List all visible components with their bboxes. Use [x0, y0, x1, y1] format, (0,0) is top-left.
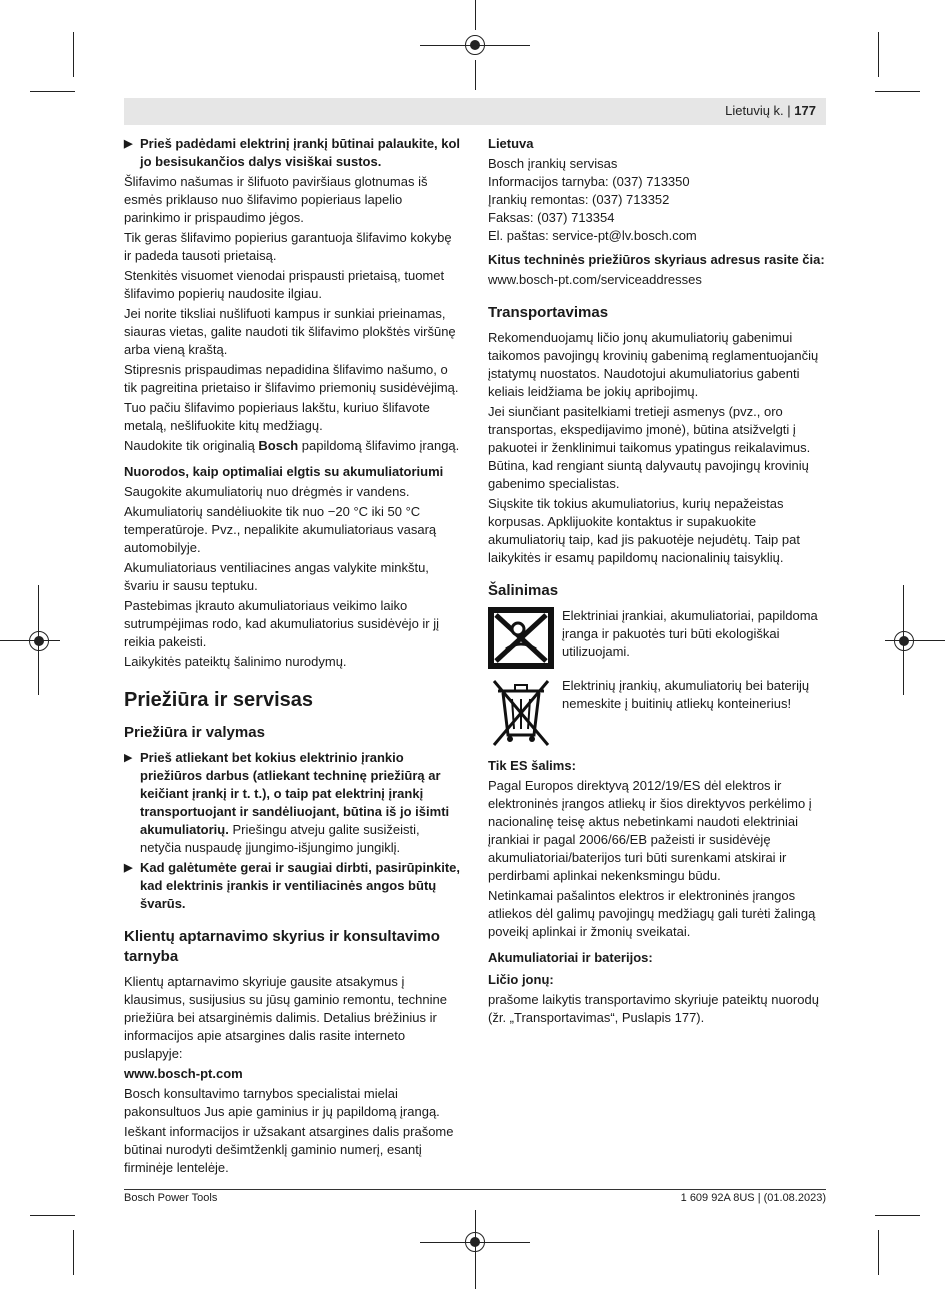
paragraph: Bosch konsultavimo tarnybos specialistai mielai pakonsultuos Jus apie gaminius ir jų papildomą įrangą.	[124, 1086, 440, 1119]
paragraph: Siųskite tik tokius akumuliatorius, kurių nepažeistas korpusas. Apklijuokite kontaktus ir supakuokite akumuliatorių taip, kad jis pakuotėje nejudėtų. Taip pat laikykitės ir esamų papildomų nacionalinių taisyklių.	[488, 496, 800, 565]
left-column	[124, 135, 461, 1179]
disposal-text-1: Elektriniai įrankiai, akumuliatoriai, papildoma įranga ir pakuotės turi būti ekologiškai utilizuojami.	[562, 608, 818, 659]
right-column	[488, 135, 826, 1029]
bullet-remove-battery: ▶ Prieš atliekant bet kokius elektrinio įrankio priežiūros darbus (atliekant techninę priežiūrą ar keičiant įrankį ir t. t.), o taip pat elektrinį įrankį transportuojant ir sandėliuojant, būtina iš jo išimti akumuliatorių. Priešingu atveju galite susižeisti, netyčia nuspaudę įjungimo-išjungimo jungiklį.	[124, 750, 450, 855]
disposal-heading: Šalinimas	[488, 582, 559, 599]
paragraph: Netinkamai pašalintos elektros ir elektroninės įrangos atliekos dėl galimų pavojingų medžiagų gali turėti žalingą poveikį aplinkai ir žmonių sveikatai.	[488, 888, 816, 939]
paragraph: Rekomenduojamų ličio jonų akumuliatorių gabenimui taikomos pavojingų krovinių gabenimą reglamentuojančių įstatymų nuostatos. Naudotojui akumuliatorius gabenti keliais leidžiama be jokių apribojimų.	[488, 330, 819, 399]
paragraph: Klientų aptarnavimo skyriuje gausite atsakymus į klausimus, susijusius su jūsų gaminio remontu, technine priežiūra bei atsarginėmis dalimis. Detalius brėžinius ir informacijos apie atsargines dalis rasite interneto puslapyje:	[124, 974, 447, 1061]
bullet-clean: ▶ Kad galėtumėte gerai ir saugiai dirbti, pasirūpinkite, kad elektrinis įrankis ir ventiliacinės angos būtų švarūs.	[124, 860, 461, 911]
bullet-arrow-icon: ▶	[124, 138, 133, 150]
paragraph: prašome laikytis transportavimo skyriuje pateiktų nuorodų (žr. „Transportavimas“, Puslapis 177).	[488, 992, 819, 1025]
paragraph: Akumuliatoriaus ventiliacines angas valykite minkštu, švariu ir sausu teptuku.	[124, 560, 429, 593]
address-line: Bosch įrankių servisas	[488, 156, 618, 171]
address-line: Faksas: (037) 713354	[488, 210, 615, 225]
paragraph: Jei norite tiksliai nušlifuoti kampus ir sunkiai prieinamas, siauras vietas, galite naudoti tik šlifavimo plokštės viršūnę arba vieną kraštą.	[124, 306, 456, 357]
lithium-heading: Ličio jonų:	[488, 972, 554, 987]
customer-service-heading: Klientų aptarnavimo skyrius ir konsultavimo tarnyba	[124, 928, 440, 965]
page-number: 177	[794, 103, 816, 118]
paragraph: Pastebimas įkrauto akumuliatoriaus veikimo laiko sutrumpėjimas rodo, kad akumuliatorius susidėvėjo ir jį reikia pakeisti.	[124, 598, 440, 649]
batteries-heading: Akumuliatoriai ir baterijos:	[488, 950, 653, 965]
address-line: Informacijos tarnyba: (037) 713350	[488, 174, 690, 189]
bullet-arrow-icon: ▶	[124, 862, 133, 874]
disposal-row-1	[488, 607, 826, 669]
country-heading: Lietuva	[488, 136, 534, 151]
header-text: Lietuvių k. | 177	[725, 103, 816, 118]
header-section: Lietuvių k.	[725, 103, 784, 118]
bullet-pause: ▶ Prieš padėdami elektrinį įrankį būtinai palaukite, kol jo besisukančios dalys visiškai sustos.	[124, 136, 461, 169]
paragraph: Jei siunčiant pasitelkiami tretieji asmenys (pvz., oro transportas, ekspedijavimo įmonė), būtina atsižvelgti į pakuotei ir ženklinimui taikomus ypatingus reikalavimus. Būtina, kad rengiant siuntą dalyvautų pavojingų krovinių gabenimo specialistas.	[488, 404, 811, 491]
paragraph: Naudokite tik originalią Bosch papildomą šlifavimo įrangą.	[124, 438, 460, 453]
website-link[interactable]: www.bosch-pt.com	[124, 1066, 243, 1081]
transport-heading: Transportavimas	[488, 304, 609, 321]
recycle-no-trash-icon	[488, 607, 554, 669]
paragraph: Stenkitės visuomet vienodai prispausti prietaisą, tuomet šlifavimo popierių naudosite ilgiau.	[124, 268, 445, 301]
address-line: Įrankių remontas: (037) 713352	[488, 192, 670, 207]
other-addresses-text: Kitus techninės priežiūros skyriaus adresus rasite čia:	[488, 252, 825, 267]
disposal-text-2: Elektrinių įrankių, akumuliatorių bei baterijų nemeskite į buitinių atliekų konteinerius!	[562, 678, 810, 711]
paragraph: Šlifavimo našumas ir šlifuoto paviršiaus glotnumas iš esmės priklauso nuo šlifavimo popieriaus lapelio parinkimo ir prispaudimo jėgos.	[124, 174, 428, 225]
crossed-bin-icon	[488, 677, 554, 749]
battery-heading: Nuorodos, kaip optimaliai elgtis su akumuliatoriumi	[124, 464, 444, 479]
footer-brand: Bosch Power Tools	[124, 1192, 218, 1204]
paragraph: Saugokite akumuliatorių nuo drėgmės ir vandens.	[124, 484, 410, 499]
email-line: El. paštas: service-pt@lv.bosch.com	[488, 228, 697, 243]
paragraph: Tuo pačiu šlifavimo popieriaus lakštu, kuriuo šlifavote metalą, nešlifuokite kitų medžiagų.	[124, 400, 430, 433]
service-heading: Priežiūra ir servisas	[124, 689, 314, 711]
paragraph: Laikykitės pateiktų šalinimo nurodymų.	[124, 654, 347, 669]
paragraph: Stipresnis prispaudimas nepadidina šlifavimo našumo, o tik pagreitina prietaiso ir šlifavimo priemonių susidėvėjimą.	[124, 362, 459, 395]
footer-divider	[124, 1189, 826, 1190]
footer-doc-number: 1 609 92A 8US | (01.08.2023)	[680, 1192, 826, 1204]
disposal-row-2	[488, 677, 826, 749]
paragraph: Ieškant informacijos ir užsakant atsargines dalis prašome būtinai nurodyti dešimtženklį gaminio numerį, esantį firminėje lentelėje.	[124, 1124, 454, 1175]
paragraph: Tik geras šlifavimo popierius garantuoja šlifavimo kokybę ir padeda tausoti prietaisą.	[124, 230, 452, 263]
paragraph: Akumuliatorių sandėliuokite tik nuo −20 °C iki 50 °C temperatūroje. Pvz., nepalikite akumuliatoriaus vasarą automobilyje.	[124, 504, 437, 555]
page-header	[124, 98, 826, 125]
paragraph: Pagal Europos direktyvą 2012/19/ES dėl elektros ir elektroninės įrangos atliekų ir šios direktyvos perkėlimo į nacionalinę teisę aktus nebetinkami naudoti elektriniai įrankiai ir pagal 2006/66/EB pažeisti ir susidėvėję akumuliatoriai/baterijos turi būti surenkami atskirai ir perdirbami aplinkai nekenksmingu būdu.	[488, 778, 812, 883]
eu-heading: Tik ES šalims:	[488, 758, 576, 773]
maintenance-heading: Priežiūra ir valymas	[124, 724, 265, 741]
service-addresses-link[interactable]: www.bosch-pt.com/serviceaddresses	[488, 272, 702, 287]
bullet-arrow-icon: ▶	[124, 752, 133, 764]
